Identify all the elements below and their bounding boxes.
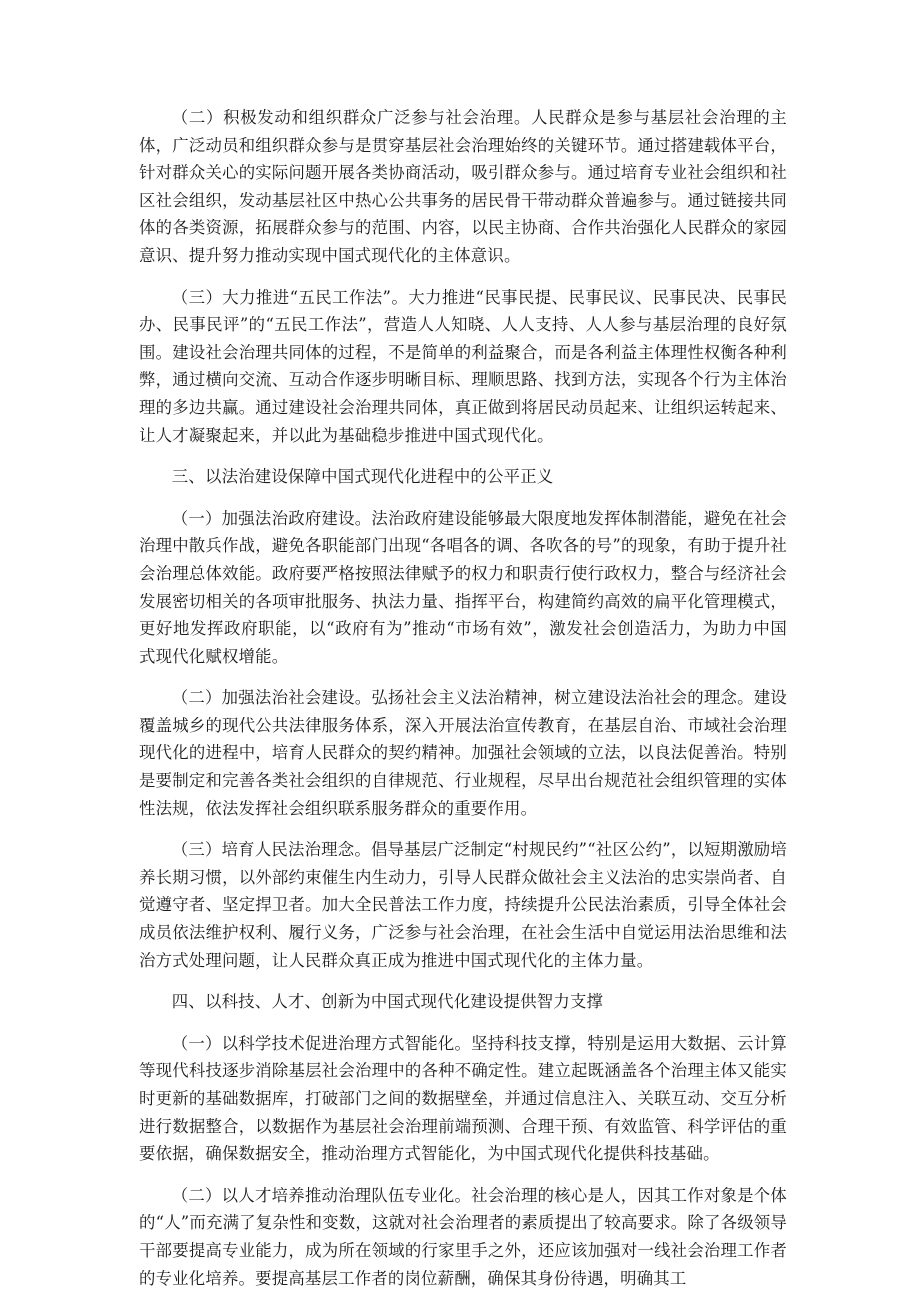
paragraph-law-awareness: （三）培育人民法治理念。倡导基层广泛制定“村规民约”“社区公约”，以短期激励培养长期习惯，以外部约束催生内生动力，引导人民群众做社会主义法治的忠实崇尚者、自觉遵守者、坚定捍卫者。加大全民普法工作力度，持续提升公民法治素质，引导全体社会成员依法维护权利、履行义务，广泛参与社会治理，在社会生活中自觉运用法治思维和法治方式处理问题，让人民群众真正成为推进中国式现代化的主体力量。 bbox=[139, 840, 787, 970]
paragraph-law-government: （一）加强法治政府建设。法治政府建设能够最大限度地发挥体制潜能，避免在社会治理中散兵作战，避免各职能部门出现“各唱各的调、各吹各的号”的现象，有助于提升社会治理总体效能。政府要严格按照法律赋予的权力和职责行使行政权力，整合与经济社会发展密切相关的各项审批服务、执法力量、指挥平台，构建简约高效的扁平化管理模式，更好地发挥政府职能，以“政府有为”推动“市场有效”，激发社会创造活力，为助力中国式现代化赋权增能。 bbox=[139, 508, 787, 666]
document-body bbox=[139, 104, 787, 1292]
section-heading-rule-of-law: 三、以法治建设保障中国式现代化进程中的公平正义 bbox=[171, 467, 554, 487]
paragraph-law-society: （二）加强法治社会建设。弘扬社会主义法治精神，树立建设法治社会的理念。建设覆盖城乡的现代公共法律服务体系，深入开展法治宣传教育，在基层自治、市域社会治理现代化的进程中，培育人民群众的契约精神。加强社会领域的立法，以良法促善治。特别是要制定和完善各类社会组织的自律规范、行业规程，尽早出台规范社会组织管理的实体性法规，依法发挥社会组织联系服务群众的重要作用。 bbox=[139, 688, 787, 818]
paragraph-five-min-method: （三）大力推进“五民工作法”。大力推进“民事民提、民事民议、民事民决、民事民办、民事民评”的“五民工作法”，营造人人知晓、人人支持、人人参与基层治理的良好氛围。建设社会治理共同体的过程，不是简单的利益聚合，而是各利益主体理性权衡各种利弊，通过横向交流、互动合作逐步明晰目标、理顺思路、找到方法，实现各个行为主体治理的多边共赢。通过建设社会治理共同体，真正做到将居民动员起来、让组织运转起来、让人才凝聚起来，并以此为基础稳步推进中国式现代化。 bbox=[139, 287, 787, 445]
paragraph-talent-training: （二）以人才培养推动治理队伍专业化。社会治理的核心是人，因其工作对象是个体的“人”而充满了复杂性和变数，这就对社会治理者的素质提出了较高要求。除了各级领导干部要提高专业能力，成为所在领域的行家里手之外，还应该加强对一线社会治理工作者的专业化培养。要提高基层工作者的岗位薪酬，确保其身份待遇，明确其工 bbox=[139, 1185, 787, 1288]
paragraph-smart-governance: （一）以科学技术促进治理方式智能化。坚持科技支撑，特别是运用大数据、云计算等现代科技逐步消除基层社会治理中的各种不确定性。建立起既涵盖各个治理主体又能实时更新的基础数据库，打破部门之间的数据壁垒，并通过信息注入、关联互动、交互分析进行数据整合，以数据作为基层社会治理前端预测、合理干预、有效监管、科学评估的重要依据，确保数据安全，推动治理方式智能化，为中国式现代化提供科技基础。 bbox=[139, 1033, 787, 1164]
paragraph-mobilize-masses: （二）积极发动和组织群众广泛参与社会治理。人民群众是参与基层社会治理的主体，广泛动员和组织群众参与是贯穿基层社会治理始终的关键环节。通过搭建载体平台，针对群众关心的实际问题开展各类协商活动，吸引群众参与。通过培育专业社会组织和社区社会组织，发动基层社区中热心公共事务的居民骨干带动群众普遍参与。通过链接共同体的各类资源，拓展群众参与的范围、内容，以民主协商、合作共治强化人民群众的家园意识、提升努力推动实现中国式现代化的主体意识。 bbox=[139, 108, 787, 265]
section-heading-technology-talent: 四、以科技、人才、创新为中国式现代化建设提供智力支撑 bbox=[171, 992, 604, 1012]
